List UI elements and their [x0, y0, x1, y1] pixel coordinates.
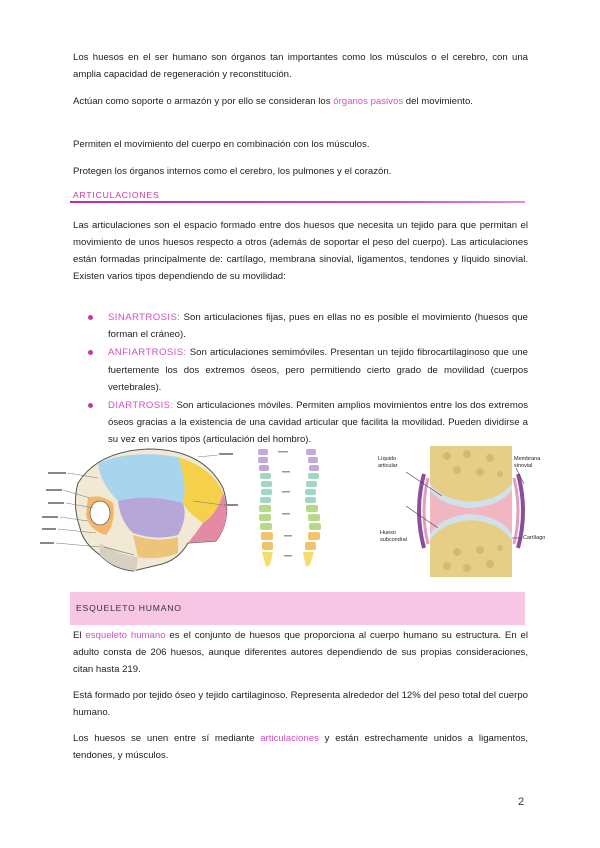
articulaciones-heading: ARTICULACIONES: [73, 190, 160, 200]
bullet-icon: [88, 403, 93, 408]
list-item: [88, 344, 528, 396]
label-membrana-sinovial: Membrana sinovial: [514, 456, 541, 469]
esq-p1-text-b: es el conjunto de huesos que proporciona al cuerpo humano su estructura. En el adulto consta de 206 huesos, aunque diferentes autores dependiendo de sus propias consideraciones, citan hasta 219.: [73, 630, 528, 675]
label-liquido-articular: Líquido articular: [378, 456, 398, 469]
intro-paragraph-4: Protegen los órganos internos como el cerebro, los pulmones y el corazón.: [73, 166, 392, 177]
esqueleto-humano-link[interactable]: esqueleto humano: [85, 630, 166, 641]
esqueleto-heading: ESQUELETO HUMANO: [76, 603, 182, 613]
articulaciones-paragraph: Las articulaciones son el espacio formado entre dos huesos que necesita un tejido para que permitan el movimiento de unos huesos respecto a otros (además de soportar el peso del cuerpo). Las articulaciones están formadas principalmente de: cartílago, membrana sinovial, ligamentos, tendones y líquido sinovial. Existen varios tipos dependiendo de su movilidad:: [73, 220, 528, 282]
bullet-icon: [88, 350, 93, 355]
joint-type-text: Son articulaciones semimóviles. Presentan un tejido fibrocartilaginoso que une fuertemente los dos extremos óseos, pero permitiendo cierto grado de movilidad (cuerpos vertebrales).: [108, 347, 528, 393]
list-item: [88, 309, 528, 343]
joint-types-list: [88, 309, 528, 450]
skull-illustration: [38, 443, 244, 578]
esqueleto-paragraph-2: Está formado por tejido óseo y tejido cartilaginoso. Representa alrededor del 12% del peso total del cuerpo humano.: [73, 690, 528, 718]
joint-type-term: ANFIARTROSIS:: [108, 347, 187, 359]
label-hueso-subcondral: Hueso subcondral: [380, 530, 407, 543]
intro-paragraph-1: Los huesos en el ser humano son órganos tan importantes como los músculos o el cerebro, con una amplia capacidad de regeneración y reconstitución.: [73, 52, 528, 80]
intro-p2-text-b: del movimiento.: [403, 96, 473, 107]
spine-illustration: [248, 447, 338, 571]
intro-paragraph-3: Permiten el movimiento del cuerpo en combinación con los músculos.: [73, 139, 370, 150]
esqueleto-heading-band: [70, 592, 525, 625]
list-item: [88, 397, 528, 449]
section-divider: [70, 201, 525, 203]
joint-type-term: SINARTROSIS:: [108, 312, 181, 323]
esq-p1-text-a: El: [73, 630, 86, 641]
page-number: 2: [518, 796, 525, 808]
esqueleto-paragraph-1: [73, 627, 528, 678]
joint-type-text: Son articulaciones móviles. Permiten amplios movimientos entre los dos extremos óseos gracias a la existencia de una cavidad articular que facilita la movilidad. Pueden dividirse a su vez en varios tipos (articulación del hombro).: [108, 400, 528, 446]
label-cartilago: Cartílago: [523, 535, 546, 541]
bullet-icon: [88, 315, 93, 320]
articulaciones-link[interactable]: articulaciones: [260, 733, 319, 744]
joint-type-text: Son articulaciones fijas, pues en ellas no es posible el movimiento (huesos que forman el cráneo).: [108, 312, 528, 341]
esq-p3-text-a: Los huesos se unen entre sí mediante: [73, 733, 261, 744]
intro-paragraph-2: [73, 93, 528, 110]
esqueleto-paragraph-3: [73, 730, 528, 764]
intro-p2-text-a: Actúan como soporte o armazón y por ello se consideran los: [73, 96, 334, 107]
joint-type-term: DIARTROSIS:: [108, 400, 174, 412]
organos-pasivos-link[interactable]: órganos pasivos: [333, 96, 404, 107]
esq-p3-text-b: y están estrechamente unidos a ligamentos, tendones, y músculos.: [73, 733, 528, 761]
